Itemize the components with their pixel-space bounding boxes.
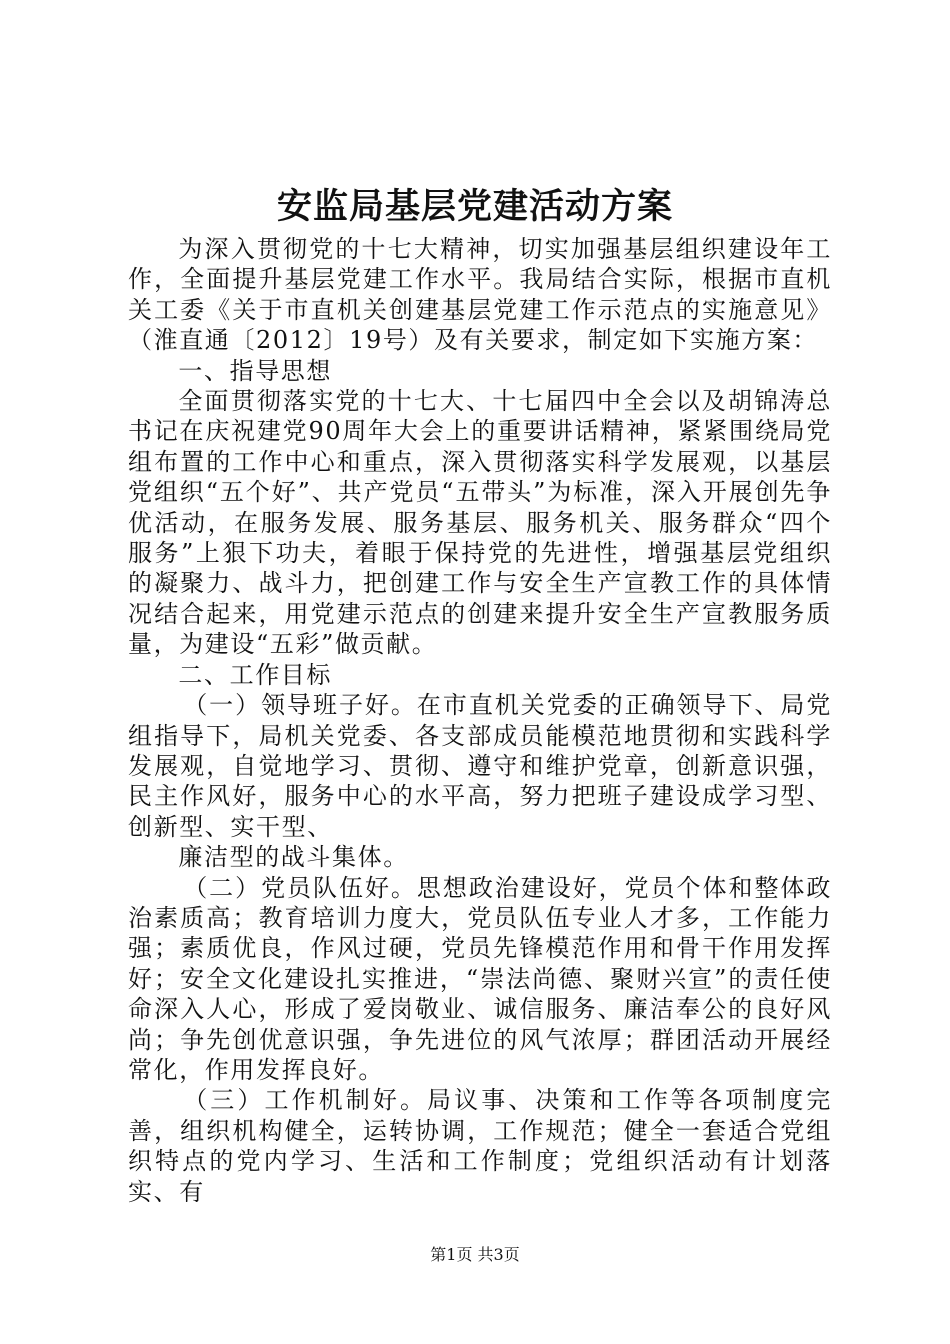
document-body bbox=[128, 234, 832, 1207]
goal-2-paragraph: （二）党员队伍好。思想政治建设好，党员个体和整体政治素质高；教育培训力度大，党员队伍专业人才多，工作能力强；素质优良，作风过硬，党员先锋模范作用和骨干作用发挥好；安全文化建设扎实推进，“崇法尚德、聚财兴宣”的责任使命深入人心，形成了爱岗敬业、诚信服务、廉洁奉公的良好风尚；争先创优意识强，争先进位的风气浓厚；群团活动开展经常化，作用发挥良好。 bbox=[128, 873, 832, 1084]
goal-1-paragraph: （一）领导班子好。在市直机关党委的正确领导下、局党组指导下，局机关党委、各支部成员能模范地贯彻和实践科学发展观，自觉地学习、贯彻、遵守和维护党章，创新意识强，民主作风好，服务中心的水平高，努力把班子建设成学习型、创新型、实干型、 bbox=[128, 691, 832, 841]
page-footer: 第1页 共3页 bbox=[430, 1245, 520, 1264]
guiding-ideology-paragraph: 全面贯彻落实党的十七大、十七届四中全会以及胡锦涛总书记在庆祝建党90周年大会上的重要讲话精神，紧紧围绕局党组布置的工作中心和重点，深入贯彻落实科学发展观，以基层党组织“五个好”、共产党员“五带头”为标准，深入开展创先争优活动，在服务发展、服务基层、服务机关、服务群众“四个服务”上狠下功夫，着眼于保持党的先进性，增强基层党组织的凝聚力、战斗力，把创建工作与安全生产宣教工作的具体情况结合起来，用党建示范点的创建来提升安全生产宣教服务质量，为建设“五彩”做贡献。 bbox=[128, 387, 832, 659]
intro-paragraph: 为深入贯彻党的十七大精神，切实加强基层组织建设年工作，全面提升基层党建工作水平。我局结合实际，根据市直机关工委《关于市直机关创建基层党建工作示范点的实施意见》（淮直通〔2012〕19号）及有关要求，制定如下实施方案： bbox=[128, 235, 832, 355]
section-heading-guiding-ideology: 一、指导思想 bbox=[178, 356, 332, 385]
goal-3-paragraph: （三）工作机制好。局议事、决策和工作等各项制度完善，组织机构健全，运转协调，工作规范；健全一套适合党组织特点的党内学习、生活和工作制度；党组织活动有计划落实、有 bbox=[128, 1086, 832, 1206]
section-heading-work-goals: 二、工作目标 bbox=[178, 660, 332, 689]
goal-1-continuation: 廉洁型的战斗集体。 bbox=[178, 843, 409, 872]
document-title: 安监局基层党建活动方案 bbox=[276, 186, 673, 227]
